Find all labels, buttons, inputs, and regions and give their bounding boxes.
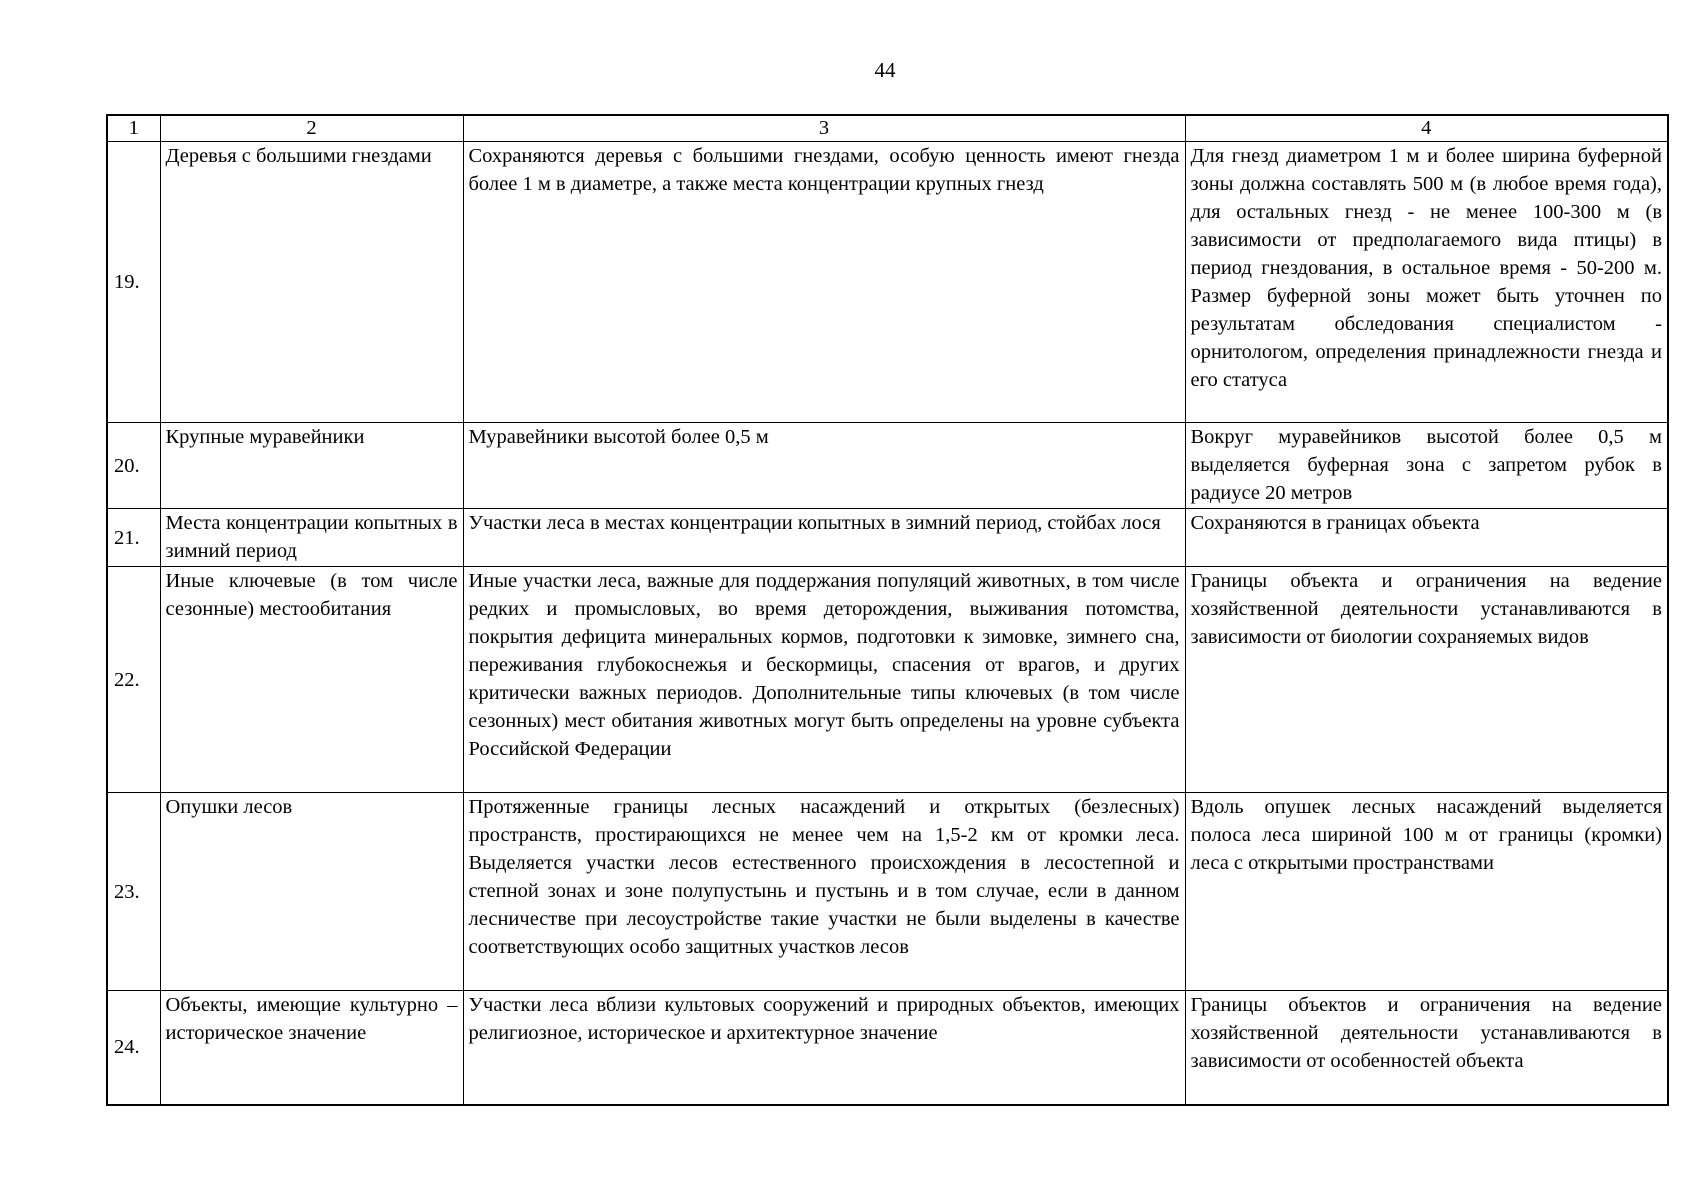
- table-row: [107, 142, 1668, 423]
- row-number: 20.: [107, 423, 160, 509]
- column-header-3: 3: [463, 115, 1185, 142]
- regime-cell: Сохраняются в границах объекта: [1185, 509, 1668, 567]
- regime-cell: Границы объекта и ограничения на ведение хозяйственной деятельности устанавливаются в зависимости от биологии сохраняемых видов: [1185, 567, 1668, 793]
- object-cell: Места концентрации копытных в зимний период: [160, 509, 463, 567]
- table-row: [107, 567, 1668, 793]
- object-cell: Объекты, имеющие культурно – историческое значение: [160, 991, 463, 1105]
- object-cell: Опушки лесов: [160, 793, 463, 991]
- table-row: [107, 793, 1668, 991]
- document-table: [106, 114, 1669, 1106]
- table-row: [107, 509, 1668, 567]
- column-header-4: 4: [1185, 115, 1668, 142]
- regime-cell: Для гнезд диаметром 1 м и более ширина буферной зоны должна составлять 500 м (в любое время года), для остальных гнезд - не менее 100-300 м (в зависимости от предполагаемого вида птицы) в период гнездования, в остальное время - 50-200 м. Размер буферной зоны может быть уточнен по результатам обследования специалистом - орнитологом, определения принадлежности гнезда и его статуса: [1185, 142, 1668, 423]
- description-cell: Участки леса вблизи культовых сооружений и природных объектов, имеющих религиозное, историческое и архитектурное значение: [463, 991, 1185, 1105]
- column-header-1: 1: [107, 115, 160, 142]
- regime-cell: Границы объектов и ограничения на ведение хозяйственной деятельности устанавливаются в зависимости от особенностей объекта: [1185, 991, 1668, 1105]
- column-header-2: 2: [160, 115, 463, 142]
- page-number: 44: [874, 58, 896, 82]
- table-header-row: [107, 115, 1668, 142]
- description-cell: Иные участки леса, важные для поддержания популяций животных, в том числе редких и промысловых, во время деторождения, выживания потомства, покрытия дефицита минеральных кормов, подготовки к зимовке, зимнего сна, переживания глубокоснежья и бескормицы, спасения от врагов, и других критически важных периодов. Дополнительные типы ключевых (в том числе сезонных) мест обитания животных могут быть определены на уровне субъекта Российской Федерации: [463, 567, 1185, 793]
- row-number: 21.: [107, 509, 160, 567]
- table-row: [107, 991, 1668, 1105]
- description-cell: Протяженные границы лесных насаждений и открытых (безлесных) пространств, простирающихся не менее чем на 1,5-2 км от кромки леса. Выделяется участки лесов естественного происхождения в лесостепной и степной зонах и зоне полупустынь и пустынь и в том случае, если в данном лесничестве при лесоустройстве такие участки не были выделены в качестве соответствующих особо защитных участков лесов: [463, 793, 1185, 991]
- object-cell: Крупные муравейники: [160, 423, 463, 509]
- regime-cell: Вокруг муравейников высотой более 0,5 м выделяется буферная зона с запретом рубок в радиусе 20 метров: [1185, 423, 1668, 509]
- regime-cell: Вдоль опушек лесных насаждений выделяется полоса леса шириной 100 м от границы (кромки) леса с открытыми пространствами: [1185, 793, 1668, 991]
- table-row: [107, 423, 1668, 509]
- description-cell: Сохраняются деревья с большими гнездами, особую ценность имеют гнезда более 1 м в диаметре, а также места концентрации крупных гнезд: [463, 142, 1185, 423]
- row-number: 19.: [107, 142, 160, 423]
- description-cell: Муравейники высотой более 0,5 м: [463, 423, 1185, 509]
- row-number: 23.: [107, 793, 160, 991]
- row-number: 24.: [107, 991, 160, 1105]
- object-cell: Деревья с большими гнездами: [160, 142, 463, 423]
- description-cell: Участки леса в местах концентрации копытных в зимний период, стойбах лося: [463, 509, 1185, 567]
- row-number: 22.: [107, 567, 160, 793]
- object-cell: Иные ключевые (в том числе сезонные) местообитания: [160, 567, 463, 793]
